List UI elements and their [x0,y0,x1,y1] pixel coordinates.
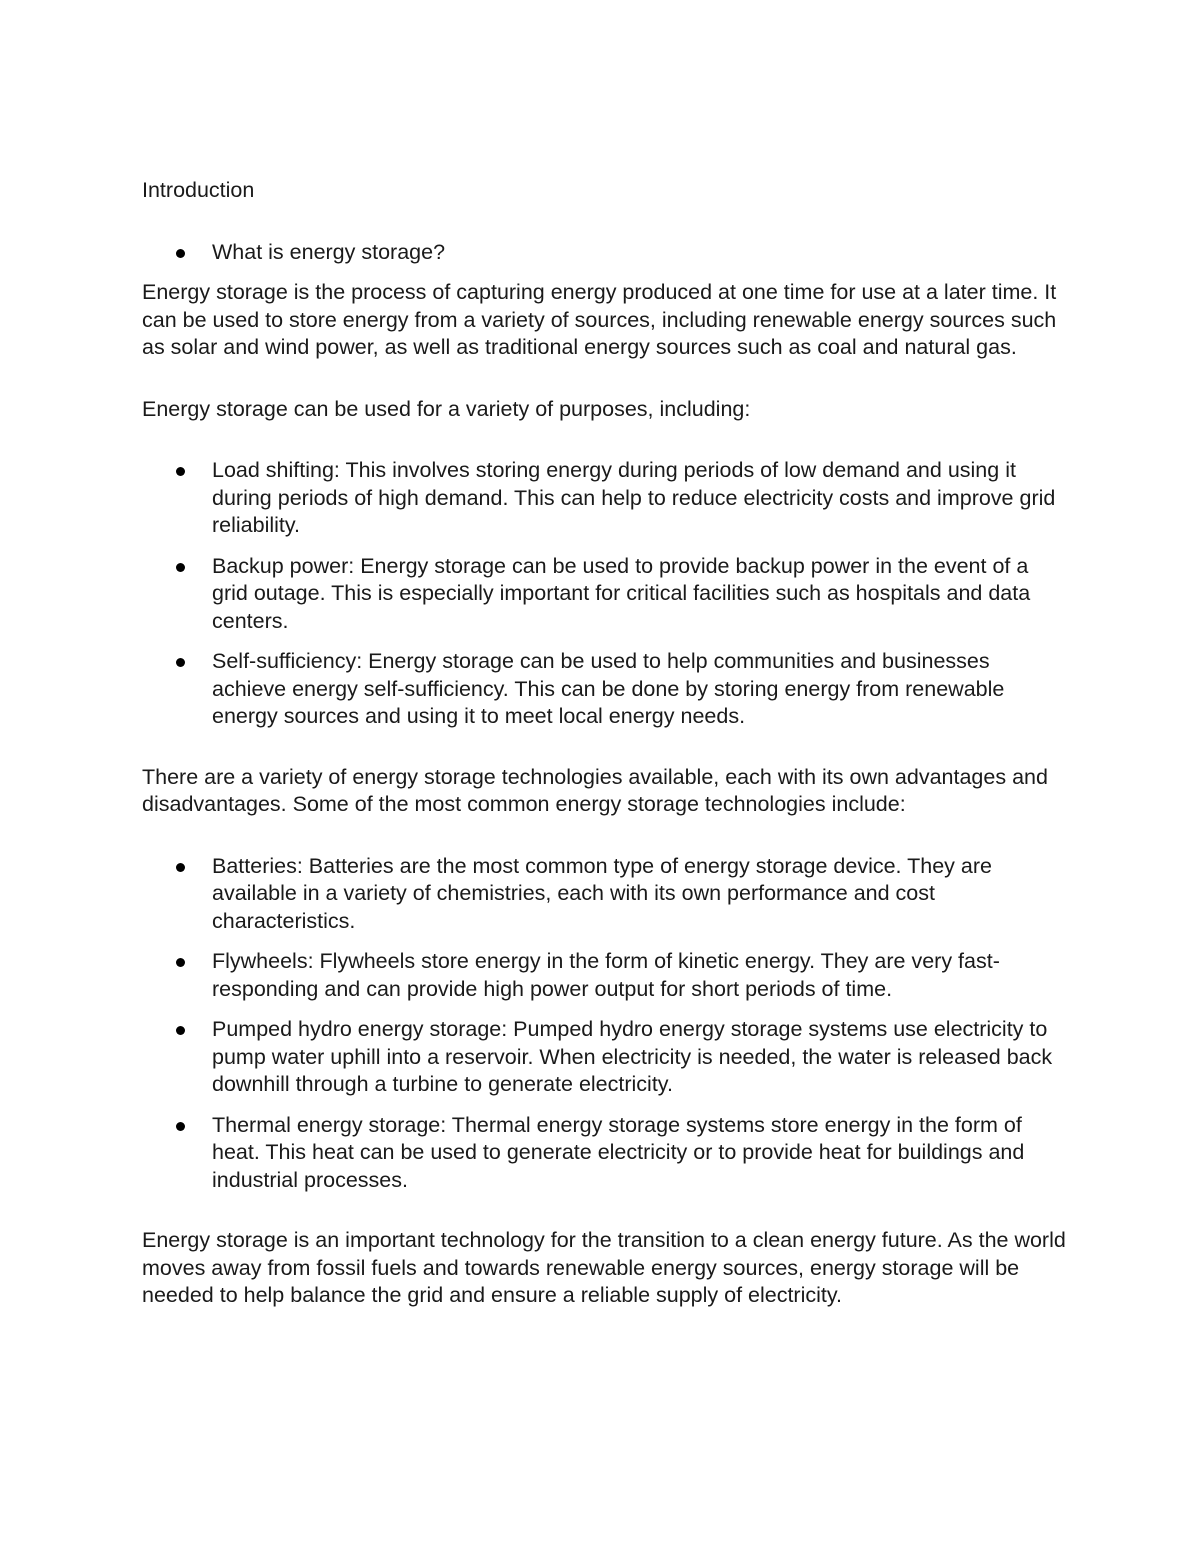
bullet-icon [176,1026,185,1035]
section-heading: Introduction [142,178,255,202]
list-item [142,648,1067,731]
list-item-text: Batteries: Batteries are the most common type of energy storage device. They are available in a variety of chemistries, each with its own performance and cost characteristics. [212,853,992,933]
bullet-icon [176,1122,185,1131]
technologies-list [142,853,1067,1195]
paragraph-technologies-intro: There are a variety of energy storage technologies available, each with its own advantages and disadvantages. Some of the most common energy storage technologies include: [142,764,1048,816]
list-item-text: Thermal energy storage: Thermal energy storage systems store energy in the form of heat. This heat can be used to generate electricity or to provide heat for buildings and industrial processes. [212,1112,1025,1192]
list-item [142,948,1067,1003]
list-item-text: Flywheels: Flywheels store energy in the form of kinetic energy. They are very fast-responding and can provide high power output for short periods of time. [212,949,1000,1001]
list-item [142,1016,1067,1099]
list-item-text: Self-sufficiency: Energy storage can be used to help communities and businesses achieve energy self-sufficiency. This can be done by storing energy from renewable energy sources and using it to meet local energy needs. [212,649,1005,728]
purposes-list [142,457,1067,731]
list-item-text: Load shifting: This involves storing energy during periods of low demand and using it during periods of high demand. This can help to reduce electricity costs and improve grid reliability. [212,458,1056,537]
bullet-icon [176,863,185,872]
paragraph-purposes-intro: Energy storage can be used for a variety of purposes, including: [142,396,751,421]
paragraph-definition: Energy storage is the process of capturing energy produced at one time for use at a later time. It can be used to store energy from a variety of sources, including renewable energy sources such as solar and wind power, as well as traditional energy sources such as coal and natural gas. [142,280,1057,359]
list-item [142,239,1067,267]
bullet-icon [176,249,185,258]
document-body [142,177,1067,1310]
list-item-text: What is energy storage? [212,239,446,264]
list-item [142,457,1067,540]
bullet-icon [176,563,185,572]
bullet-icon [176,467,185,476]
list-item [142,1112,1067,1195]
paragraph-conclusion: Energy storage is an important technology for the transition to a clean energy future. As the world moves away from fossil fuels and towards renewable energy sources, energy storage will be needed to help balance the grid and ensure a reliable supply of electricity. [142,1228,1066,1307]
list-item-text: Backup power: Energy storage can be used to provide backup power in the event of a grid outage. This is especially important for critical facilities such as hospitals and data centers. [212,553,1031,633]
bullet-icon [176,658,185,667]
list-item [142,553,1067,636]
list-item-text: Pumped hydro energy storage: Pumped hydro energy storage systems use electricity to pump water uphill into a reservoir. When electricity is needed, the water is released back downhill through a turbine to generate electricity. [212,1017,1053,1096]
list-item [142,853,1067,936]
question-list [142,239,1067,267]
bullet-icon [176,958,185,967]
